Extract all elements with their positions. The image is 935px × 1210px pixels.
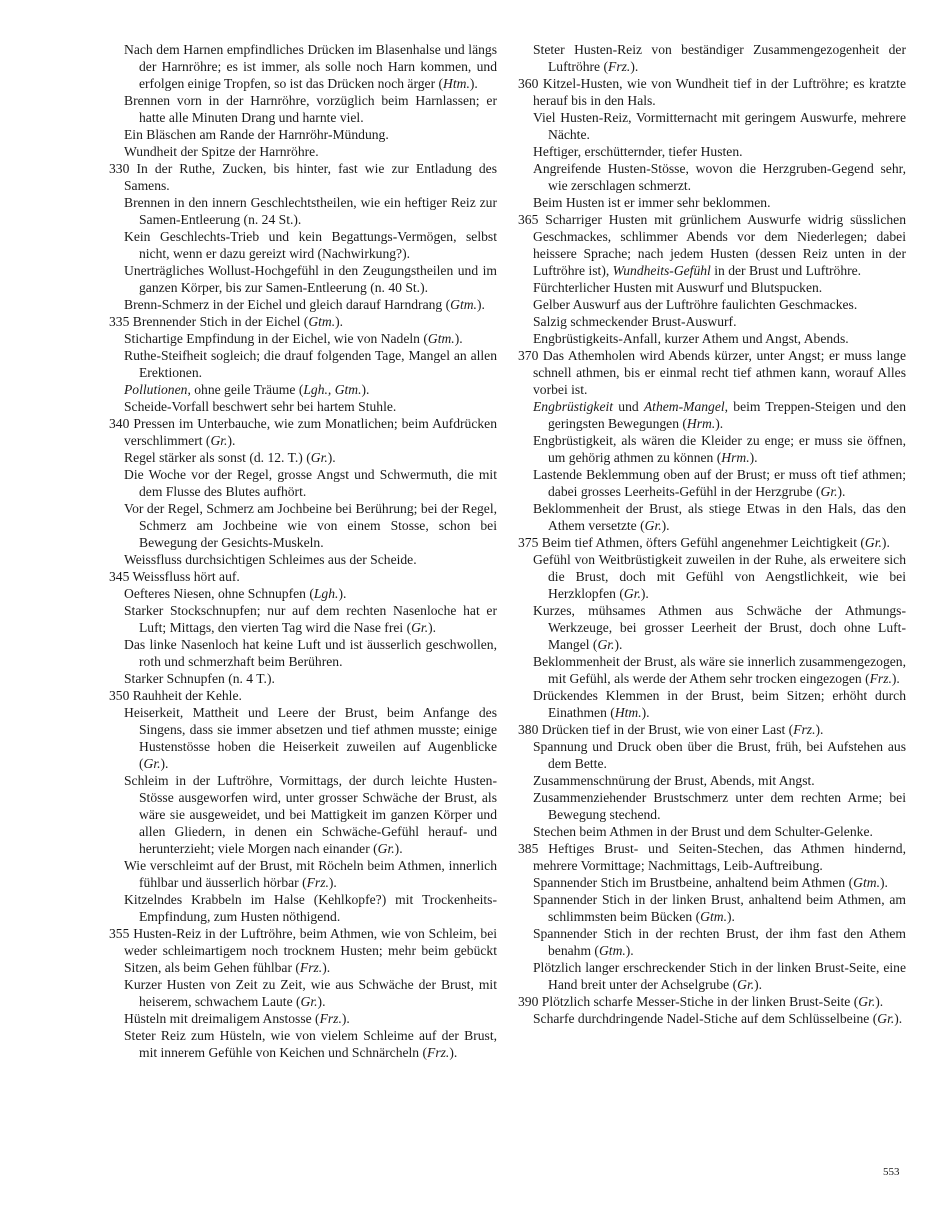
symptom-entry: Steter Reiz zum Hüsteln, wie von vielem Schleime auf der Brust, mit innerem Gefühle von Keichen und Schnärcheln (Frz.). [124, 1028, 497, 1060]
symptom-entry: Scharfe durchdringende Nadel-Stiche auf dem Schlüsselbeine (Gr.). [533, 1011, 903, 1026]
symptom-entry: 355 Husten-Reiz in der Luftröhre, beim Athmen, wie von Schleim, bei weder schleimartigem noch trocknem Husten; mehr beim gebückt Sitzen, als beim Gehen fühlbar (Frz.). [109, 926, 497, 975]
symptom-entry: Zusammenschnürung der Brust, Abends, mit Angst. [533, 773, 815, 788]
page-number: 553 [883, 1166, 900, 1178]
symptom-entry: 340 Pressen im Unterbauche, wie zum Monatlichen; beim Aufdrücken verschlimmert (Gr.). [109, 416, 497, 448]
symptom-entry: Brennen vorn in der Harnröhre, vorzüglich beim Harnlassen; er hatte alle Minuten Drang und harnte viel. [124, 93, 497, 125]
symptom-entry: 350 Rauhheit der Kehle. [109, 688, 242, 703]
symptom-entry: Spannung und Druck oben über die Brust, früh, bei Aufstehen aus dem Bette. [533, 739, 906, 771]
symptom-entry: 345 Weissfluss hört auf. [109, 569, 240, 584]
symptom-entry: Pollutionen, ohne geile Träume (Lgh., Gtm.). [124, 382, 370, 397]
symptom-entry: Starker Stockschnupfen; nur auf dem rechten Nasenloche hat er Luft; Mittags, den vierten Tag wird die Nase frei (Gr.). [124, 603, 497, 635]
symptom-entry: Angreifende Husten-Stösse, wovon die Herzgruben-Gegend sehr, wie zerschlagen schmerzt. [533, 161, 906, 193]
symptom-entry: Beklommenheit der Brust, als wäre sie innerlich zusammengezogen, mit Gefühl, als werde der Athem sehr trocken eingezogen (Frz.). [533, 654, 906, 686]
symptom-entry: Heftiger, erschütternder, tiefer Husten. [533, 144, 743, 159]
right-column [518, 41, 906, 1027]
symptom-entry: Gelber Auswurf aus der Luftröhre faulichten Geschmackes. [533, 297, 858, 312]
symptom-entry: 370 Das Athemholen wird Abends kürzer, unter Angst; er muss lange schnell athmen, bis er einmal recht tief athmen kann, worauf Alles vorbei ist. [518, 348, 906, 397]
symptom-entry: Kurzer Husten von Zeit zu Zeit, wie aus Schwäche der Brust, mit heiserem, schwachem Laute (Gr.). [124, 977, 497, 1009]
symptom-entry: Engbrüstigkeits-Anfall, kurzer Athem und Angst, Abends. [533, 331, 849, 346]
symptom-entry: Salzig schmeckender Brust-Auswurf. [533, 314, 737, 329]
symptom-entry: Vor der Regel, Schmerz am Jochbeine bei Berührung; bei der Regel, Schmerz am Jochbeine wie von einem Stosse, schon bei Bewegung der Gesichts-Muskeln. [124, 501, 497, 550]
symptom-entry: Steter Husten-Reiz von beständiger Zusammengezogenheit der Luftröhre (Frz.). [533, 42, 906, 74]
symptom-entry: Drückendes Klemmen in der Brust, beim Sitzen; erhöht durch Einathmen (Htm.). [533, 688, 906, 720]
symptom-entry: 385 Heftiges Brust- und Seiten-Stechen, das Athmen hindernd, mehrere Vormittage; Nachmittags, Leib-Auftreibung. [518, 841, 906, 873]
symptom-entry: Unerträgliches Wollust-Hochgefühl in den Zeugungstheilen und im ganzen Körper, bis zur Samen-Entleerung (n. 40 St.). [124, 263, 497, 295]
symptom-entry: Oefteres Niesen, ohne Schnupfen (Lgh.). [124, 586, 347, 601]
symptom-entry: 365 Scharriger Husten mit grünlichem Auswurfe widrig süsslichen Geschmackes, schlimmer Abends vor dem Niederlegen; dabei heissere Sprache; nach jedem Husten (dessen Reiz unten in der Luftröhre ist), Wundheits-Gefühl in der Brust und Luftröhre. [518, 212, 906, 278]
symptom-entry: Plötzlich langer erschreckender Stich in der linken Brust-Seite, eine Hand breit unter der Achselgrube (Gr.). [533, 960, 906, 992]
symptom-entry: Lastende Beklemmung oben auf der Brust; er muss oft tief athmen; dabei grosses Leerheits-Gefühl in der Herzgrube (Gr.). [533, 467, 906, 499]
symptom-entry: Zusammenziehender Brustschmerz unter dem rechten Arme; bei Bewegung stechend. [533, 790, 906, 822]
symptom-entry: Engbrüstigkeit und Athem-Mangel, beim Treppen-Steigen und den geringsten Bewegungen (Hrm.). [533, 399, 906, 431]
symptom-entry: Kurzes, mühsames Athmen aus Schwäche der Athmungs-Werkzeuge, bei grosser Leerheit der Brust, doch ohne Luft-Mangel (Gr.). [533, 603, 906, 652]
symptom-entry: Brenn-Schmerz in der Eichel und gleich darauf Harndrang (Gtm.). [124, 297, 485, 312]
left-column [109, 41, 497, 1061]
symptom-entry: Stechen beim Athmen in der Brust und dem Schulter-Gelenke. [533, 824, 873, 839]
symptom-entry: Wundheit der Spitze der Harnröhre. [124, 144, 319, 159]
symptom-entry: Engbrüstigkeit, als wären die Kleider zu enge; er muss sie öffnen, um gehörig athmen zu können (Hrm.). [533, 433, 906, 465]
symptom-entry: Weissfluss durchsichtigen Schleimes aus der Scheide. [124, 552, 417, 567]
symptom-entry: Das linke Nasenloch hat keine Luft und ist äusserlich geschwollen, roth und schmerzhaft beim Berühren. [124, 637, 497, 669]
symptom-entry: Wie verschleimt auf der Brust, mit Röcheln beim Athmen, innerlich fühlbar und äusserlich hörbar (Frz.). [124, 858, 497, 890]
symptom-entry: Spannender Stich in der rechten Brust, der ihm fast den Athem benahm (Gtm.). [533, 926, 906, 958]
symptom-entry: Spannender Stich in der linken Brust, anhaltend beim Athmen, am schlimmsten beim Bücken (Gtm.). [533, 892, 906, 924]
symptom-entry: Fürchterlicher Husten mit Auswurf und Blutspucken. [533, 280, 823, 295]
symptom-entry: Heiserkeit, Mattheit und Leere der Brust, beim Anfange des Singens, dass sie immer absetzen und tief athmen musste; einige Hustenstösse hoben die Heiserkeit zuweilen auf Augenblicke (Gr.). [124, 705, 497, 771]
symptom-entry: Nach dem Harnen empfindliches Drücken im Blasenhalse und längs der Harnröhre; es ist immer, als solle noch Harn kommen, und erfolgen einige Tropfen, so ist das Drücken noch ärger (Htm.). [124, 42, 497, 91]
symptom-entry: Stichartige Empfindung in der Eichel, wie von Nadeln (Gtm.). [124, 331, 463, 346]
symptom-entry: Gefühl von Weitbrüstigkeit zuweilen in der Ruhe, als erweitere sich die Brust, doch mit Gefühl von Aengstlichkeit, wie bei Herzklopfen (Gr.). [533, 552, 906, 601]
symptom-entry: Ein Bläschen am Rande der Harnröhr-Mündung. [124, 127, 389, 142]
symptom-entry: Beklommenheit der Brust, als stiege Etwas in den Hals, das den Athem versetzte (Gr.). [533, 501, 906, 533]
symptom-entry: Hüsteln mit dreimaligem Anstosse (Frz.). [124, 1011, 350, 1026]
symptom-entry: 380 Drücken tief in der Brust, wie von einer Last (Frz.). [518, 722, 824, 737]
symptom-entry: 330 In der Ruthe, Zucken, bis hinter, fast wie zur Entladung des Samens. [109, 161, 497, 193]
symptom-entry: 390 Plötzlich scharfe Messer-Stiche in der linken Brust-Seite (Gr.). [518, 994, 884, 1009]
symptom-entry: Ruthe-Steifheit sogleich; die drauf folgenden Tage, Mangel an allen Erektionen. [124, 348, 497, 380]
symptom-entry: Schleim in der Luftröhre, Vormittags, der durch leichte Husten-Stösse ausgeworfen wird, unter grosser Schwäche der Brust, als wäre sie ausgeweidet, und bei Mattigkeit im ganzen Körper und allen Gliedern, in denen ein Schwäche-Gefühl herauf- und herunterzieht; viele Morgen nach einander (Gr.). [124, 773, 497, 856]
symptom-entry: Die Woche vor der Regel, grosse Angst und Schwermuth, die mit dem Flusse des Blutes aufhört. [124, 467, 497, 499]
symptom-entry: Scheide-Vorfall beschwert sehr bei hartem Stuhle. [124, 399, 397, 414]
symptom-entry: 360 Kitzel-Husten, wie von Wundheit tief in der Luftröhre; es kratzte herauf bis in den Hals. [518, 76, 906, 108]
symptom-entry: Beim Husten ist er immer sehr beklommen. [533, 195, 771, 210]
symptom-entry: Brennen in den innern Geschlechtstheilen, wie ein heftiger Reiz zur Samen-Entleerung (n. 24 St.). [124, 195, 497, 227]
symptom-entry: Kein Geschlechts-Trieb und kein Begattungs-Vermögen, selbst nicht, wenn er dazu gereizt wird (Nachwirkung?). [124, 229, 497, 261]
symptom-entry: Viel Husten-Reiz, Vormitternacht mit geringem Auswurfe, mehrere Nächte. [533, 110, 906, 142]
symptom-entry: 375 Beim tief Athmen, öfters Gefühl angenehmer Leichtigkeit (Gr.). [518, 535, 890, 550]
symptom-entry: 335 Brennender Stich in der Eichel (Gtm.). [109, 314, 344, 329]
symptom-entry: Spannender Stich im Brustbeine, anhaltend beim Athmen (Gtm.). [533, 875, 888, 890]
symptom-entry: Regel stärker als sonst (d. 12. T.) (Gr.). [124, 450, 336, 465]
symptom-entry: Starker Schnupfen (n. 4 T.). [124, 671, 275, 686]
symptom-entry: Kitzelndes Krabbeln im Halse (Kehlkopfe?) mit Trockenheits-Empfindung, zum Husten nöthigend. [124, 892, 497, 924]
